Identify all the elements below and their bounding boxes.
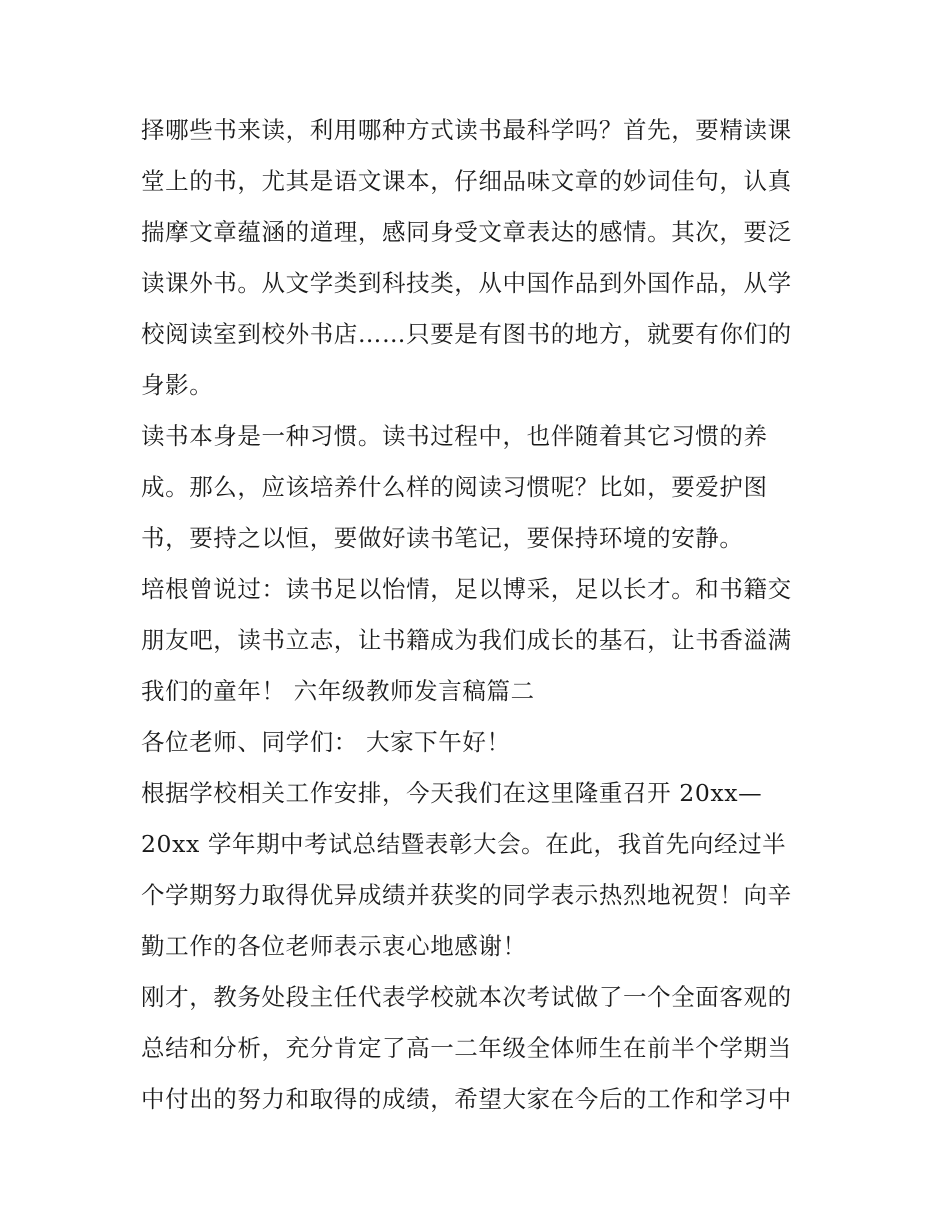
text-line: 择哪些书来读，利用哪种方式读书最科学吗？首先，要精读课 (141, 116, 792, 144)
text-line: 校阅读室到校外书店……只要是有图书的地方，就要有你们的 (141, 320, 792, 348)
text-line: 刚才，教务处段主任代表学校就本次考试做了一个全面客观的 (141, 983, 792, 1011)
text-line: 培根曾说过：读书足以怡情，足以博采，足以长才。和书籍交 (141, 575, 792, 603)
text-line: 朋友吧，读书立志，让书籍成为我们成长的基石，让书香溢满 (141, 626, 792, 654)
text-line: 身影。 (141, 371, 214, 399)
text-line: 勤工作的各位老师表示衷心地感谢！ (141, 932, 527, 960)
text-line: 中付出的努力和取得的成绩，希望大家在今后的工作和学习中 (141, 1085, 792, 1113)
text-line: 个学期努力取得优异成绩并获奖的同学表示热烈地祝贺！向辛 (141, 881, 792, 909)
text-line: 读课外书。从文学类到科技类，从中国作品到外国作品，从学 (141, 269, 792, 297)
document-body (141, 105, 821, 1125)
text-line: 根据学校相关工作安排，今天我们在这里隆重召开 20xx— (141, 779, 763, 807)
text-line: 成。那么，应该培养什么样的阅读习惯呢？比如，要爱护图 (141, 473, 768, 501)
text-line: 堂上的书，尤其是语文课本，仔细品味文章的妙词佳句，认真 (141, 167, 792, 195)
text-line: 20xx 学年期中考试总结暨表彰大会。在此，我首先向经过半 (141, 830, 787, 858)
text-line: 各位老师、同学们： 大家下午好！ (141, 728, 511, 756)
text-line: 总结和分析，充分肯定了高一二年级全体师生在前半个学期当 (141, 1034, 792, 1062)
text-line: 揣摩文章蕴涵的道理，感同身受文章表达的感情。其次，要泛 (141, 218, 792, 246)
text-line: 我们的童年！ 六年级教师发言稿篇二 (141, 677, 535, 705)
text-line: 书，要持之以恒，要做好读书笔记，要保持环境的安静。 (141, 524, 744, 552)
text-line: 读书本身是一种习惯。读书过程中，也伴随着其它习惯的养 (141, 422, 768, 450)
